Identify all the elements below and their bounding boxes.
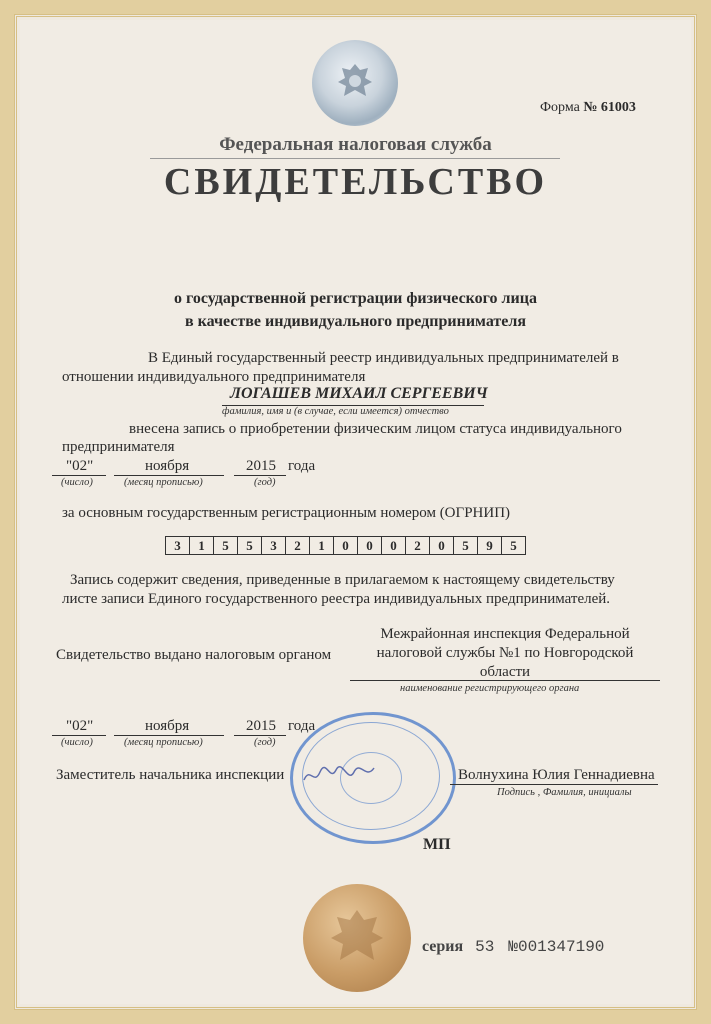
document-title: СВИДЕТЕЛЬСТВО — [163, 161, 548, 203]
agency-underline — [150, 158, 560, 159]
ogrnip-number-boxes — [165, 536, 526, 555]
date2-day-underline — [52, 735, 106, 736]
name-caption: фамилия, имя и (в случае, если имеется) отчество — [222, 406, 449, 417]
issuer-underline — [350, 680, 660, 681]
date2-year-underline — [234, 735, 286, 736]
form-number-value: № 61003 — [583, 100, 636, 115]
paragraph-2-line-1: внесена запись о приобретении физическим лицом статуса индивидуального — [129, 421, 622, 437]
date2-day-caption: (число) — [61, 737, 93, 748]
mp-label: МП — [423, 836, 451, 853]
issued-by-label: Свидетельство выдано налоговым органом — [56, 647, 332, 663]
signature-icon — [300, 760, 380, 790]
gold-seal-icon — [303, 884, 411, 992]
series-block — [422, 938, 604, 956]
date1-month-underline — [114, 475, 224, 476]
official-name: Волнухина Юлия Геннадиевна — [458, 767, 655, 783]
ogrnip-label: за основным государственным регистрационным номером (ОГРНИП) — [62, 505, 511, 521]
date1-day-underline — [52, 475, 106, 476]
signature-caption: Подпись , Фамилия, инициалы — [497, 787, 632, 798]
date2-year-suffix: года — [288, 718, 316, 734]
series-value: 53 — [475, 938, 495, 956]
ogrnip-digit: 9 — [478, 537, 502, 554]
date1-year-caption: (год) — [254, 477, 276, 488]
issuer-line-1: Межрайонная инспекция Федеральной — [380, 626, 630, 642]
ogrnip-digit: 5 — [510, 538, 517, 553]
date1-year: 2015 — [246, 458, 276, 474]
series-label: серия — [422, 938, 464, 955]
paragraph-3-line-1: Запись содержит сведения, приведенные в прилагаемом к настоящему свидетельству — [70, 572, 615, 588]
issuer-line-2: налоговой службы №1 по Новгородской — [376, 645, 634, 661]
date1-day: "02" — [66, 458, 94, 474]
eagle-emblem-icon — [334, 60, 376, 104]
date2-month-caption: (месяц прописью) — [124, 737, 203, 748]
date2-month-underline — [114, 735, 224, 736]
subtitle-line-2: в качестве индивидуального предпринимателя — [185, 313, 526, 330]
date1-month-caption: (месяц прописью) — [124, 477, 203, 488]
paragraph-1-line-2: отношении индивидуального предпринимателя — [62, 369, 366, 385]
ogrnip-digit: 0 — [358, 537, 382, 554]
date2-month: ноября — [145, 718, 190, 734]
ogrnip-digit: 3 — [166, 537, 190, 554]
paragraph-3-line-2: листе записи Единого государственного реестра индивидуальных предпринимателей. — [62, 591, 611, 607]
date1-year-underline — [234, 475, 286, 476]
ogrnip-digit: 1 — [310, 537, 334, 554]
ogrnip-digit: 0 — [382, 537, 406, 554]
date2-day: "02" — [66, 718, 94, 734]
issuer-caption: наименование регистрирующего органа — [400, 683, 580, 694]
ogrnip-digit: 2 — [286, 537, 310, 554]
paragraph-1-line-1: В Единый государственный реестр индивидуальных предпринимателей в — [148, 350, 619, 366]
seal-eagle-icon — [303, 884, 411, 992]
paragraph-2-line-2: предпринимателя — [62, 439, 175, 455]
ogrnip-digit: 1 — [190, 537, 214, 554]
date1-month: ноября — [145, 458, 190, 474]
entrepreneur-name: ЛОГАШЕВ МИХАИЛ СЕРГЕЕВИЧ — [230, 385, 488, 402]
hologram-emblem-icon — [312, 40, 398, 126]
date2-year-caption: (год) — [254, 737, 276, 748]
official-position: Заместитель начальника инспекции — [56, 767, 285, 783]
agency-name: Федеральная налоговая служба — [219, 134, 492, 155]
ogrnip-digit: 2 — [406, 537, 430, 554]
issuer-line-3: области — [479, 664, 531, 680]
signature-underline — [450, 784, 658, 785]
serial-number: №001347190 — [508, 938, 605, 956]
date1-year-suffix: года — [288, 458, 316, 474]
form-number — [540, 100, 636, 116]
ogrnip-digit: 5 — [238, 537, 262, 554]
ogrnip-digit: 3 — [262, 537, 286, 554]
subtitle-line-1: о государственной регистрации физического лица — [174, 290, 537, 307]
ogrnip-digit: 5 — [454, 537, 478, 554]
form-label: Форма — [540, 100, 580, 115]
ogrnip-digit: 0 — [334, 537, 358, 554]
ogrnip-digit: 0 — [430, 537, 454, 554]
date2-year: 2015 — [246, 718, 276, 734]
date1-day-caption: (число) — [61, 477, 93, 488]
ogrnip-digit: 5 — [214, 537, 238, 554]
